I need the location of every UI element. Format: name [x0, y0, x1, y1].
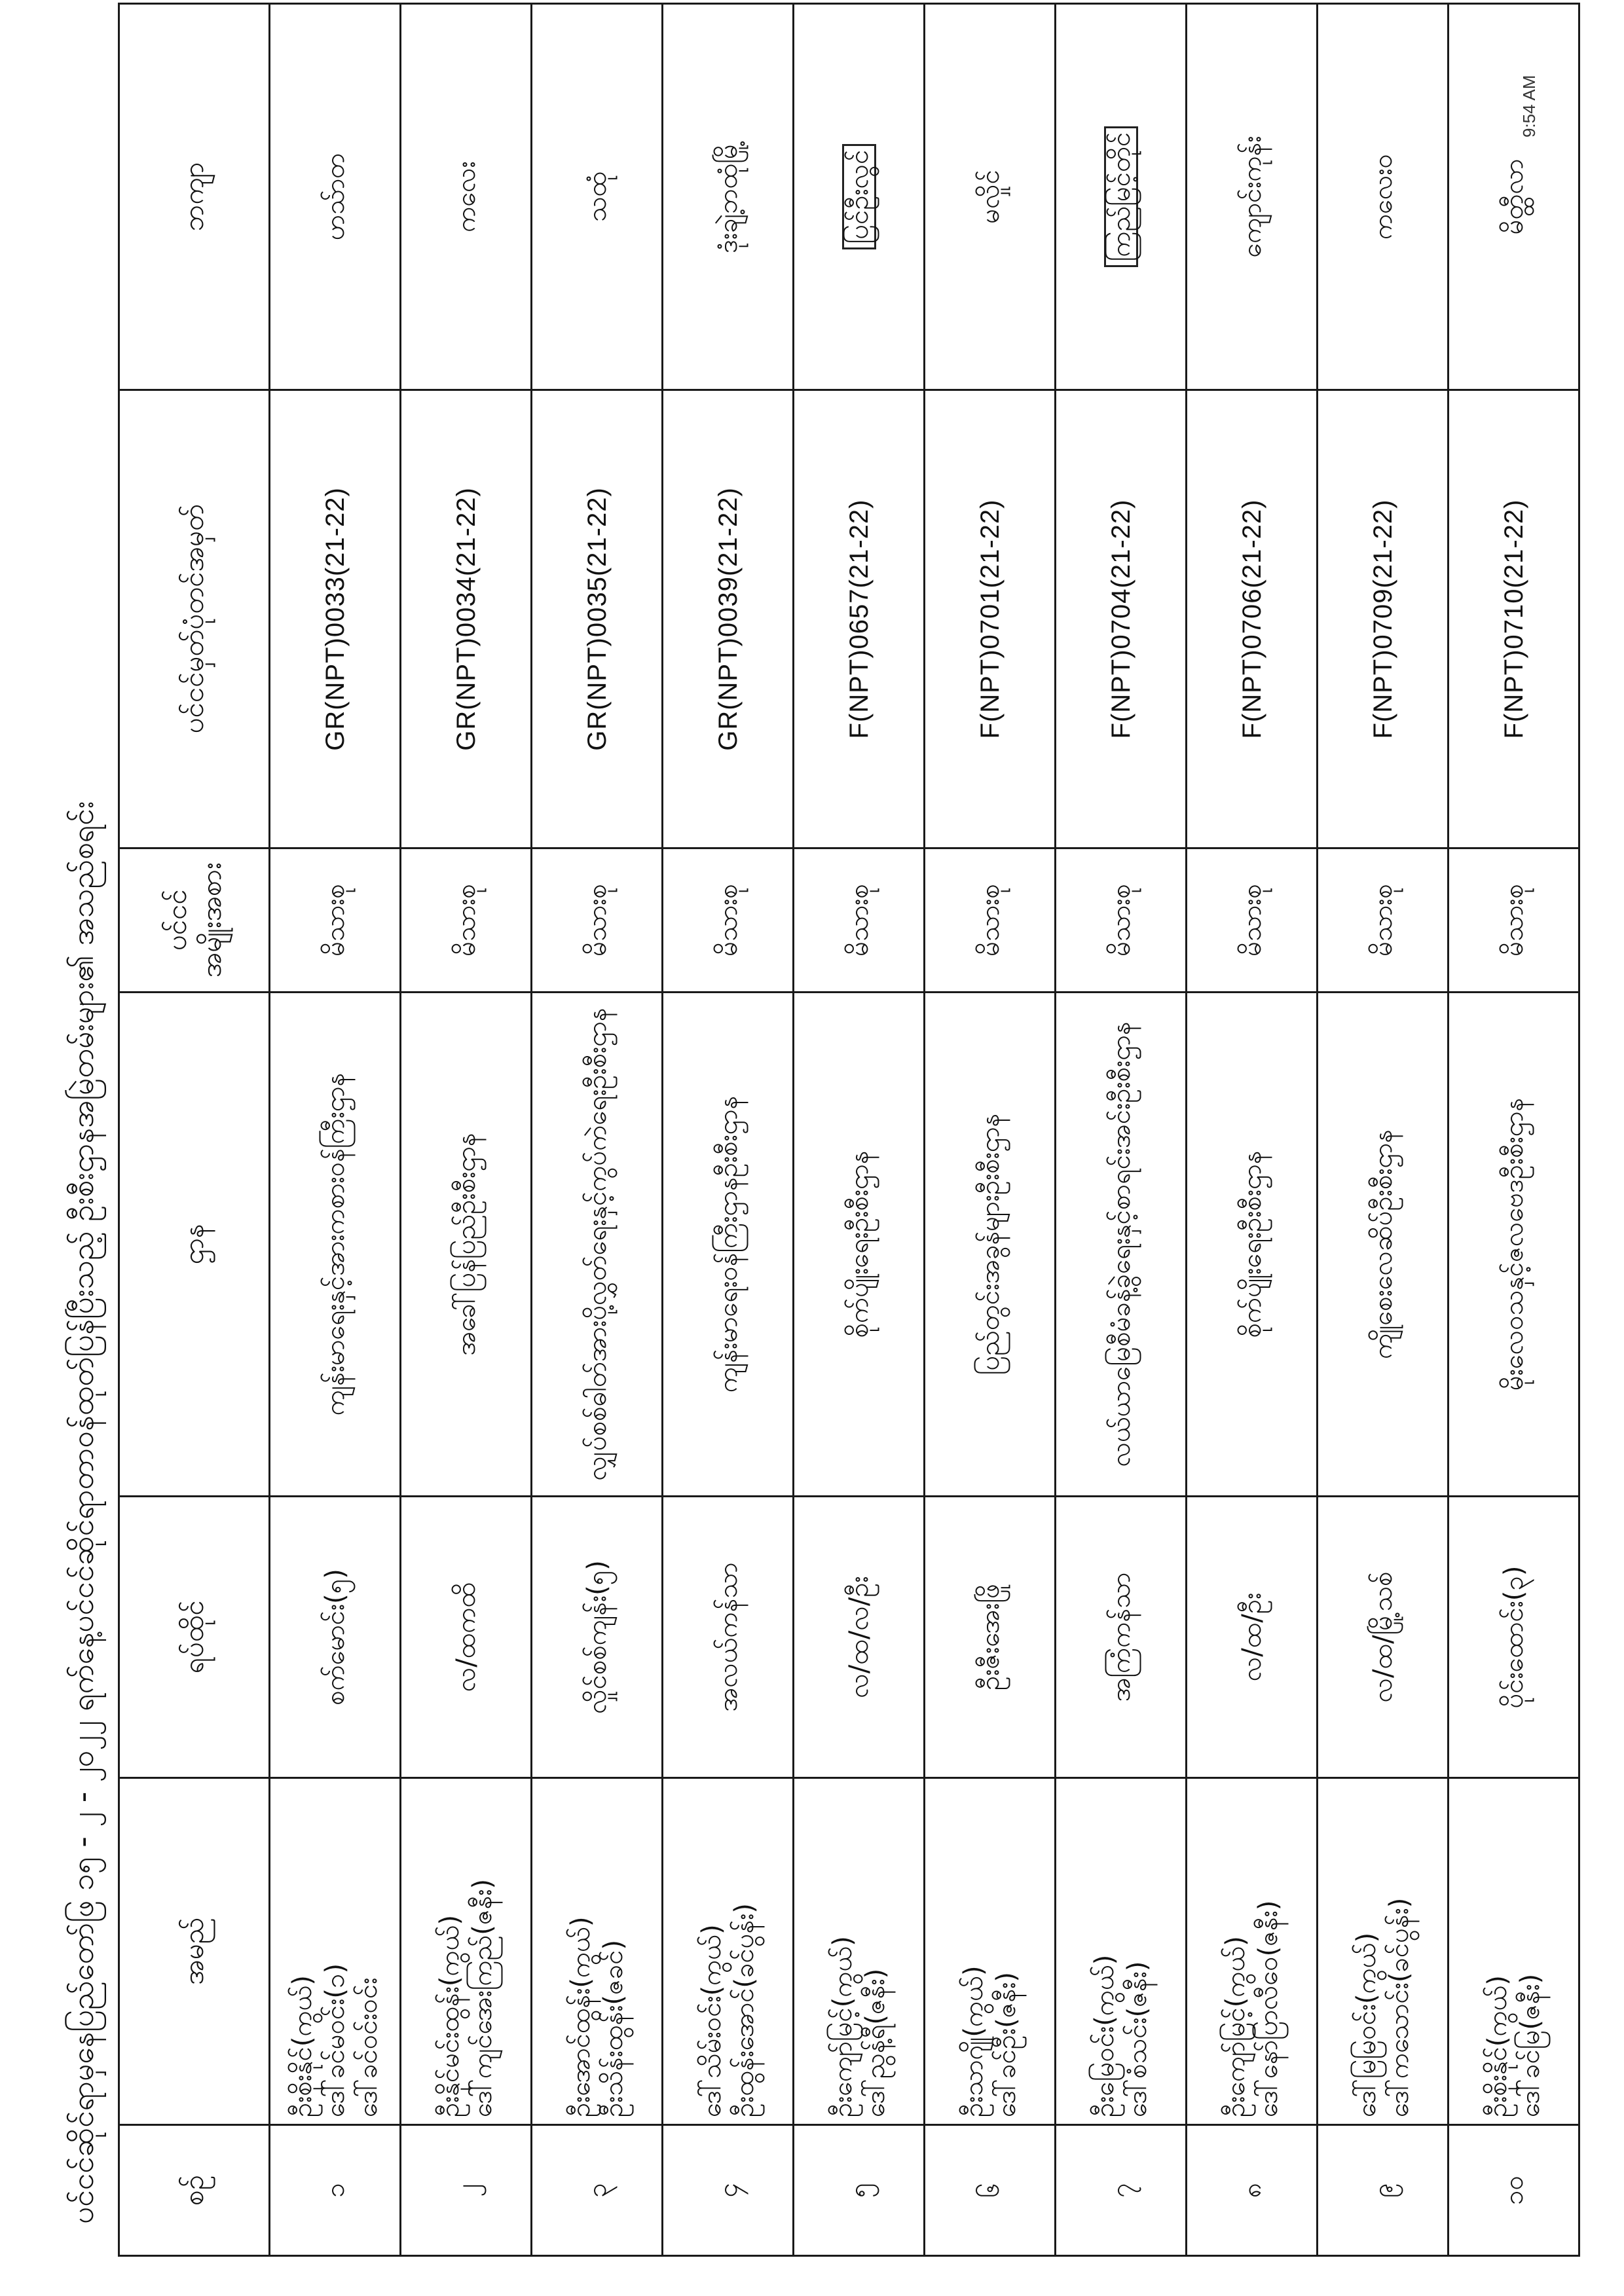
license-number-cell: F(NPT)0701(21-22) — [925, 390, 1056, 848]
region-cell — [1056, 4, 1187, 390]
scan-timestamp: 9:54 AM — [1519, 75, 1539, 137]
pension-type-cell: မိသားစု — [663, 848, 794, 993]
name-line-1: ဦးမြေဝင်း(ကွယ်) — [1089, 1954, 1120, 2117]
pension-type-cell: မိသားစု — [925, 848, 1056, 993]
address-cell: လ/ထ/မြို့သစ် — [1318, 1497, 1449, 1778]
name-cell — [1187, 1778, 1318, 2125]
license-number-cell: F(NPT)0657(21-22) — [794, 390, 925, 848]
name-line-1: ဦးကျော်မြင့်(ကွယ်) — [827, 1936, 858, 2117]
address-cell: အကြံကန်သာ — [1056, 1497, 1187, 1778]
license-number-cell: GR(NPT)0033(21-22) — [270, 390, 401, 848]
pension-type-cell: မိသားစု — [401, 848, 532, 993]
region-cell — [794, 4, 925, 390]
table-row — [401, 4, 532, 2256]
pension-type-cell: မိသားစု — [1187, 848, 1318, 993]
row-number: ၃ — [532, 2125, 663, 2256]
address-cell: စက်မောင်း(၅) — [270, 1497, 401, 1778]
name-cell — [663, 1778, 794, 2125]
region-cell — [1318, 4, 1449, 390]
license-number-cell: F(NPT)0710(21-22) — [1449, 390, 1579, 848]
name-line-1: ဦးအောင်ထွန်း(ကွယ်) — [565, 1916, 596, 2117]
pension-type-cell: မိသားစု — [532, 848, 663, 993]
header-address: ရပ်ထိုင် — [119, 1497, 270, 1778]
table-row — [1056, 4, 1187, 2256]
region-cell — [1449, 4, 1579, 390]
name-cell — [794, 1778, 925, 2125]
row-number: ၁ — [270, 2125, 401, 2256]
pension-type-cell: မိသားစု — [1056, 848, 1187, 993]
row-number: ၅ — [794, 2125, 925, 2256]
name-cell — [1318, 1778, 1449, 2125]
header-department: ဌာန — [119, 993, 270, 1497]
address-cell: အလယ်ကန်သာ — [663, 1497, 794, 1778]
department-cell: ပြည်တွင်းအခွန်များဦးစီးဌာန — [925, 993, 1056, 1497]
table-row — [1318, 4, 1449, 2256]
header-type — [119, 848, 270, 993]
region-cell — [925, 4, 1056, 390]
region-label: မိတ္ထီလာ — [1498, 158, 1529, 235]
name-line-3: ဒေါ်ခင်ဝင်းဝင်း — [352, 1977, 383, 2117]
header-region: ဘကျာ — [119, 4, 270, 390]
region-label: ပြင်ဦးလွင် — [842, 144, 876, 250]
row-number: ၈ — [1187, 2125, 1318, 2256]
region-label: မလှိုင် — [974, 170, 1005, 224]
address-cell: လ/ထ/ဦး — [1187, 1497, 1318, 1778]
header-type-line1: ပင်ငင် — [160, 889, 193, 951]
row-number: ၆ — [925, 2125, 1056, 2256]
name-line-2: ဒေါ်နော်ပြာလီဝေ(ဇနီး) — [1253, 1900, 1283, 2117]
document-title: ပင်ငင်ဆိုင်ရာမှနေပြည်တော်ဖြ ၁၅ - ၂ - ၂၀၂၂ ရက်နေ့ပင်ငင်ဆိုင်ရာတာဝန်ထုတ်ပြန်ပြီးသည့် ဦးစီးဌာနအမြဲတမ်းများ၏ အသည်စရင်း — [65, 801, 100, 2224]
license-number-cell: GR(NPT)0035(21-22) — [532, 390, 663, 848]
table-row — [532, 4, 663, 2256]
region-label: ကျောင်းကုန်း — [1236, 136, 1267, 258]
address-cell: လှိုင်စစ်ကျန်း(၅) — [532, 1497, 663, 1778]
pension-type-cell: မိသားစု — [794, 848, 925, 993]
table-row — [794, 4, 925, 2256]
license-number-cell: GR(NPT)0039(21-22) — [663, 390, 794, 848]
name-cell — [270, 1778, 401, 2125]
name-line-2: ဒေါ်ကသောင်း(ခင်ပွန်း) — [1384, 1897, 1414, 2117]
header-no: စဉ် — [119, 2125, 270, 2256]
name-line-1: ဦးသာဂျို(ကွယ်) — [958, 1965, 989, 2117]
name-line-1: ဒေါ်မြမြဝင်း(ကွယ်) — [1351, 1932, 1382, 2117]
name-line-2: ဦးသိန်းထွန်း(ဇခင်) — [598, 1939, 629, 2117]
license-number-cell: F(NPT)0709(21-22) — [1318, 390, 1449, 848]
header-type-line2: အမျိုးအစား — [194, 862, 227, 978]
name-line-2: ဦးထွန်းအောင်(ခင်ပွန်း) — [729, 1903, 760, 2117]
pension-type-cell: မိသားစု — [1449, 848, 1579, 993]
department-cell: အခေါ်ပြန်ပြည်ဦးစီးဌာန — [401, 993, 532, 1497]
region-label: ကလေး — [451, 161, 481, 232]
region-label: ကြည်မြင့်တိုင် — [1104, 126, 1138, 267]
region-label: ဒုံးချဲ့ဘထုံမြို့ — [712, 140, 743, 253]
name-line-1: ဦးစိုးနိုင်(ကွယ်) — [287, 1975, 318, 2117]
region-label: သထုံ — [581, 171, 612, 223]
header-license: ပင်ငင်မှတ်ပုံတင်အမှတ် — [119, 390, 270, 848]
department-cell: ကျန်းမာရေးနှင့်အားကစားဝန်ကြီးဌာန — [270, 993, 401, 1497]
name-line-2: ဒေါ်ညွန့်ရီ(ဇနီး) — [860, 1968, 891, 2117]
name-line-2: ဒေါ်ခင်မြ(ဇနီး) — [1515, 1973, 1545, 2117]
region-cell — [401, 4, 532, 390]
name-line-1: ဒေါ်သိမ်းဝင်း(ကွယ်) — [696, 1924, 727, 2117]
name-line-1: ဦးစိုးနိုင်(ကွယ်) — [1482, 1975, 1513, 2117]
department-cell: စိုက်ပျိုးရေးဦးစီးဌာန — [1187, 993, 1318, 1497]
name-line-2: ဒေါ်ခင်ဦး(ဇနီး) — [991, 1972, 1022, 2117]
department-cell: လယ်ယာမြေစီမံခန့်ခွဲရေးနှင့်စာရင်းအင်းဦးစီးဌာန — [1056, 993, 1187, 1497]
table-row — [663, 4, 794, 2256]
license-number-cell: F(NPT)0706(21-22) — [1187, 390, 1318, 848]
table-row — [270, 4, 401, 2256]
header-name: အမည် — [119, 1778, 270, 2125]
name-cell — [1449, 1778, 1579, 2125]
name-line-2: ဒေါ်ကျင်အေးကြည်(ဇနီး) — [467, 1878, 498, 2117]
name-line-1: ဦးနိုင်မင်းထွန်း(ကွယ်) — [434, 1914, 465, 2117]
table-row — [925, 4, 1056, 2256]
region-cell — [270, 4, 401, 390]
pension-type-cell: မိသားစု — [1318, 848, 1449, 993]
name-cell — [401, 1778, 532, 2125]
department-cell: လျှပ်စစ်ဓါတ်အားပို့လွှတ်ရေးနှင့်ကွပ်ကဲရေးဦးစီးဌာန — [532, 993, 663, 1497]
department-cell: စိုက်ပျိုးရေးဦးစီးဌာန — [794, 993, 925, 1497]
address-cell: ပိုင်းထောင်း(၃) — [1449, 1497, 1579, 1778]
license-number-cell: F(NPT)0704(21-22) — [1056, 390, 1187, 848]
row-number: ၇ — [1056, 2125, 1187, 2256]
name-cell — [1056, 1778, 1187, 2125]
address-cell: ဦးဇီးအေးဖြို — [925, 1497, 1056, 1778]
region-cell — [532, 4, 663, 390]
address-cell: လ/ထ/လ/ဦး — [794, 1497, 925, 1778]
name-cell — [925, 1778, 1056, 2125]
region-label: ဟသ်ာတ — [320, 153, 350, 241]
row-number: ၉ — [1318, 2125, 1449, 2256]
table-row — [1187, 4, 1318, 2256]
pension-type-cell: မိသားစု — [270, 848, 401, 993]
row-number: ၄ — [663, 2125, 794, 2256]
name-line-2: ဒေါ်ခင်မဝင်း(၁) — [320, 1963, 350, 2117]
department-cell: မိုးလေဝသနှင့်ဇလဗေဒဦးစီးဌာန — [1449, 993, 1579, 1497]
name-line-2: ဒေါ်စံသင်း(ဇနီး) — [1122, 1961, 1153, 2117]
region-cell — [1187, 4, 1318, 390]
pension-table — [118, 3, 1580, 2257]
name-line-1: ဦးကျော်မြင့်(ကွယ်) — [1220, 1936, 1251, 2117]
row-number: ၁၀ — [1449, 2125, 1579, 2256]
license-number-cell: GR(NPT)0034(21-22) — [401, 390, 532, 848]
address-cell: လ/ထကထိ — [401, 1497, 532, 1778]
department-cell: ကျန်းမာရေးဝန်ကြီးဌာနဦးစီးဌာန — [663, 993, 794, 1497]
name-cell — [532, 1778, 663, 2125]
table-header-row — [119, 4, 270, 2256]
row-number: ၂ — [401, 2125, 532, 2256]
region-cell — [663, 4, 794, 390]
department-cell: ကျိုစေးလေဆိပ်ဦးစီးဌာန — [1318, 993, 1449, 1497]
region-label: ကလေးဝ — [1367, 154, 1398, 240]
table-row — [1449, 4, 1579, 2256]
